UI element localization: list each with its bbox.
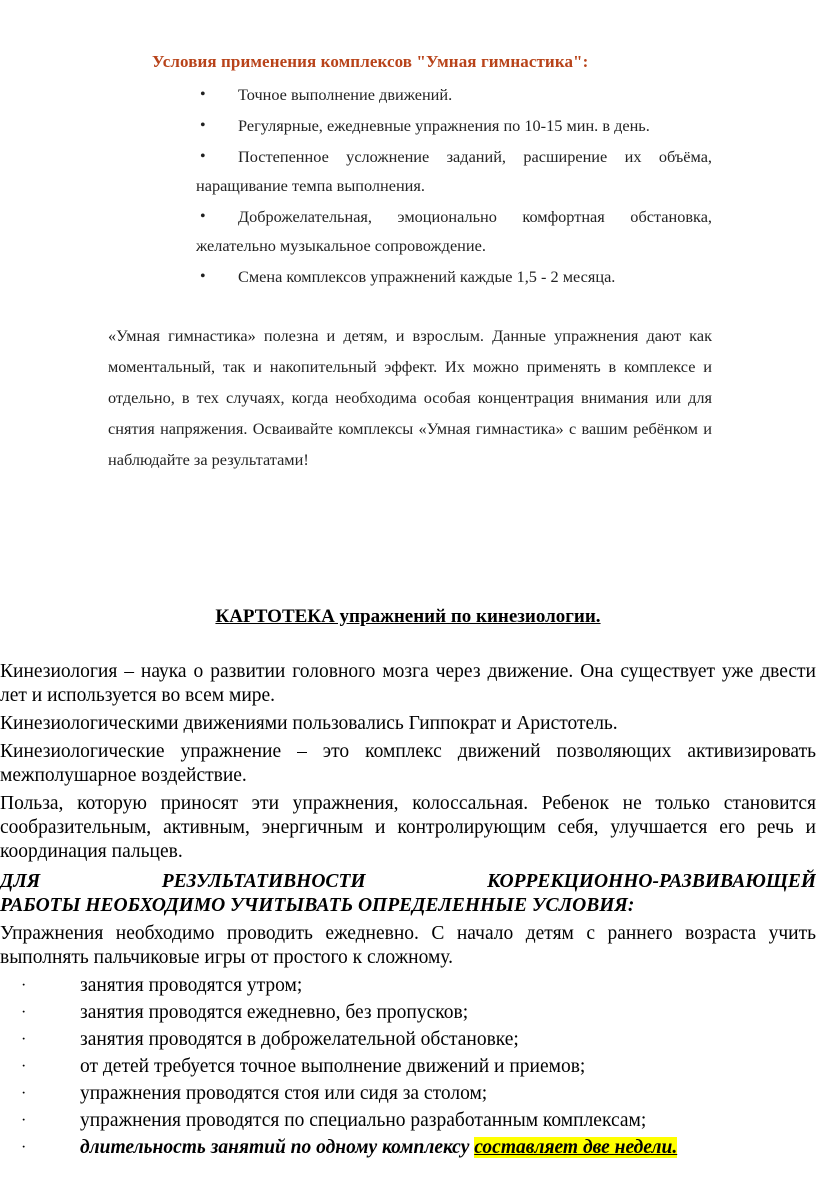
conditions-heading <box>0 870 816 918</box>
paragraph: Польза, которую приносят эти упражнения, колоссальная. Ребенок не только становится сообразительным, активным, энергичным и контролирующим себя, улучшается его речь и координация пальцев. <box>0 793 816 862</box>
list-item: · упражнения проводятся стоя или сидя за столом; <box>21 1083 488 1104</box>
list-item: · занятия проводятся в доброжелательной обстановке; <box>21 1029 519 1050</box>
conditions-heading-line: ДЛЯ РЕЗУЛЬТАТИВНОСТИ КОРРЕКЦИОННО-РАЗВИВАЮЩЕЙ <box>0 871 816 892</box>
paragraph: Кинезиологическими движениями пользовались Гиппократ и Аристотель. <box>0 713 618 734</box>
image-paragraph: «Умная гимнастика» полезна и детям, и взрослым. Данные упражнения дают как моментальный, так и накопительный эффект. Их можно применять в комплексе и отдельно, в тех случаях, когда необходима особая концентрация внимания или для снятия напряжения. Осваивайте комплексы «Умная гимнастика» с вашим ребёнком и наблюдайте за результатами! <box>108 326 712 469</box>
bullet-icon: • <box>200 86 206 103</box>
bullet-icon: · <box>21 1004 27 1021</box>
list-item: · от детей требуется точное выполнение движений и приемов; <box>21 1056 586 1077</box>
bullet-icon: • <box>200 117 206 134</box>
image-list-item: • Смена комплексов упражнений каждые 1,5 - 2 месяца. <box>108 262 712 291</box>
image-list-item: • Регулярные, ежедневные упражнения по 10-15 мин. в день. <box>108 111 712 140</box>
image-title: Условия применения комплексов "Умная гимнастика": <box>152 52 589 71</box>
list-item: · упражнения проводятся по специально разработанным комплексам; <box>21 1110 647 1131</box>
paragraph: Кинезиология – наука о развитии головного мозга через движение. Она существует уже двести лет и используется во всем мире. <box>0 661 816 706</box>
list-item-duration <box>0 1136 816 1163</box>
image-conditions-list <box>108 80 712 291</box>
bullet-icon: • <box>200 148 206 165</box>
bullet-icon: · <box>21 1112 27 1129</box>
bullet-icon: · <box>21 1139 27 1156</box>
document-body <box>0 660 816 1163</box>
bullet-icon: • <box>200 208 206 225</box>
image-list-item: • Точное выполнение движений. <box>108 80 712 109</box>
duration-text: длительность занятий по одному комплексу <box>80 1137 475 1158</box>
document-title: КАРТОТЕКА упражнений по кинезиологии. <box>215 606 601 627</box>
image-list-item: • Постепенное усложнение заданий, расширение их объёма, наращивание темпа выполнения. <box>108 142 712 200</box>
paragraph: Кинезиологические упражнение – это комплекс движений позволяющих активизировать межполушарное воздействие. <box>0 741 816 786</box>
list-item: · занятия проводятся ежедневно, без пропусков; <box>21 1002 469 1023</box>
highlighted-duration: составляет две недели. <box>474 1137 678 1158</box>
bullet-icon: · <box>21 977 27 994</box>
bullet-icon: · <box>21 1031 27 1048</box>
list-item: · занятия проводятся утром; <box>21 975 303 996</box>
image-list-item: • Доброжелательная, эмоционально комфортная обстановка, желательно музыкальное сопровождение. <box>108 202 712 260</box>
bullet-icon: · <box>21 1058 27 1075</box>
bullet-icon: · <box>21 1085 27 1102</box>
intro-paragraph: Упражнения необходимо проводить ежедневно. С начало детям с раннего возраста учить выполнять пальчиковые игры от простого к сложному. <box>0 923 816 968</box>
conditions-heading-line: РАБОТЫ НЕОБХОДИМО УЧИТЫВАТЬ ОПРЕДЕЛЕННЫЕ УСЛОВИЯ: <box>0 895 635 916</box>
bullet-icon: • <box>200 268 206 285</box>
